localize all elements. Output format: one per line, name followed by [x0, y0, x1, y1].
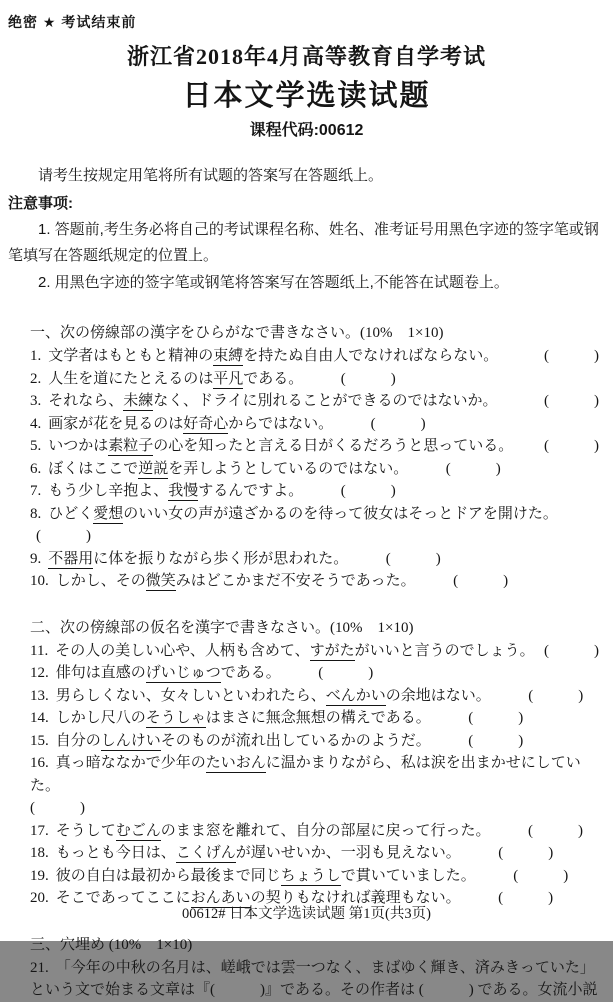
text-run: そのものが流れ出しているかのようだ。: [160, 732, 431, 749]
question-text: [48, 438, 513, 456]
underlined-word: 平凡: [213, 370, 244, 387]
answer-blank: ( ): [370, 415, 426, 432]
answer-blank: ( ): [528, 687, 584, 704]
question-item: [30, 957, 605, 1002]
text-run: はまさに無念無想の構えである。: [205, 710, 431, 726]
question-item: [30, 458, 605, 481]
question-item: [30, 503, 605, 548]
underlined-word: むごん: [115, 822, 161, 839]
intro-instruction: 请考生按规定用笔将所有试题的答案写在答题纸上。: [38, 167, 384, 184]
question-item: [30, 548, 605, 571]
text-run: に体を振りながら歩く形が思われた。: [93, 550, 349, 567]
question-item: [30, 820, 605, 843]
question-number: 11.: [30, 642, 49, 659]
underlined-word: 未練: [123, 393, 154, 409]
question-item: [30, 662, 605, 685]
text-run: なく、ドライに別れることができるのではないか。: [153, 393, 498, 409]
question-number: 8.: [30, 505, 42, 522]
underlined-word: 素粒子: [108, 438, 154, 454]
answer-blank: ( ): [340, 483, 396, 499]
question-item: [30, 865, 605, 888]
answer-blank: ( ): [544, 393, 599, 409]
text-run: を弄しようとしているのではない。: [168, 460, 409, 477]
course-code: 课程代码:00612: [249, 122, 364, 139]
question-section-1: [8, 322, 605, 593]
question-number: 3.: [30, 393, 42, 409]
question-text: [56, 733, 431, 751]
text-run: 男らしくない、女々しいといわれたら、: [55, 687, 326, 704]
text-run: ぼくはここで: [48, 460, 139, 477]
question-text: [48, 416, 333, 434]
question-text: [55, 643, 534, 661]
text-run: が遅いせいか、一羽も見えない。: [235, 845, 461, 861]
text-run: もう少し辛抱よ、: [48, 483, 169, 499]
question-text: [48, 461, 408, 479]
answer-blank: ( ): [544, 438, 599, 454]
question-text: [56, 823, 491, 841]
answer-blank: ( ): [36, 528, 91, 544]
question-text: [56, 688, 491, 706]
text-run: するんですよ。: [198, 483, 304, 499]
text-run: で貫いていました。: [340, 867, 476, 884]
answer-blank-line: [30, 797, 605, 820]
underlined-word: そうしゃ: [145, 710, 206, 726]
sections: [8, 322, 605, 1002]
text-run: 彼の自白は最初から最後まで同じ: [55, 867, 281, 884]
question-item: [30, 345, 605, 368]
question-item: [30, 435, 605, 458]
question-text: [56, 845, 461, 863]
question-number: 9.: [30, 550, 42, 567]
question-number: 2.: [30, 370, 42, 387]
exam-title-line1: 浙江省2018年4月高等教育自学考试: [126, 44, 486, 69]
text-run: しかし尺八の: [55, 710, 146, 726]
question-number: 5.: [30, 438, 42, 454]
question-section-2: [8, 617, 605, 910]
text-run: からではない。: [228, 415, 334, 432]
underlined-word: ちょうし: [280, 867, 341, 884]
question-number: 17.: [30, 822, 49, 839]
answer-blank: ( ): [527, 822, 583, 839]
question-number: 15.: [30, 732, 49, 749]
question-number: 4.: [30, 415, 42, 432]
answer-blank: ( ): [468, 732, 524, 749]
underlined-word: 微笑: [145, 573, 176, 589]
question-number: 6.: [30, 460, 42, 477]
text-run: 画家が花を見るのは: [48, 415, 184, 432]
question-item: [30, 730, 605, 753]
answer-blank: ( ): [544, 642, 599, 659]
question-text: [48, 348, 498, 366]
question-number: 10.: [30, 573, 49, 589]
question-item: [30, 413, 605, 436]
question-item: [30, 640, 605, 663]
underlined-word: 不器用: [48, 550, 94, 567]
text-run: を持たぬ自由人でなければならない。: [243, 348, 499, 364]
question-number: 1.: [30, 348, 42, 364]
notice-item-2: 2. 用黑色字迹的签字笔或钢笔将答案写在答题纸上,不能答在试题卷上。: [38, 274, 509, 291]
text-run: 「今年の中秋の名月は、嵯峨では雲一つなく、まばゆく輝き、済みきっていた」という文で始まる文章は『( )』である。その作者は ( ) である。女流小説: [30, 959, 598, 998]
underlined-word: べんかい: [325, 687, 386, 704]
text-run: である。: [243, 370, 304, 387]
notice-heading: 注意事项:: [8, 195, 73, 212]
text-run: そこであってここに: [55, 890, 191, 906]
answer-blank: ( ): [30, 800, 85, 816]
question-text: [48, 393, 497, 411]
text-run: 文学者はもともと精神の: [48, 348, 214, 364]
question-number: 13.: [30, 687, 49, 704]
underlined-word: 愛想: [93, 505, 124, 522]
underlined-word: 我慢: [168, 483, 199, 499]
text-run: 真っ暗ななかで少年の: [55, 755, 206, 771]
text-run: のいい女の声が遠ざかるのを待って彼女はそっとドアを開けた。: [123, 505, 558, 522]
underlined-word: 逆説: [138, 460, 169, 477]
answer-blank: ( ): [498, 890, 554, 906]
section-heading: 二、次の傍線部の仮名を漢字で書きなさい。(10% 1×10): [30, 619, 414, 636]
underlined-word: おんあい: [190, 890, 251, 906]
text-run: に温かまりながら、私は涙を出まかせにしていた。: [30, 755, 581, 794]
question-text: [48, 551, 348, 569]
answer-blank: ( ): [498, 845, 554, 861]
answer-blank: ( ): [385, 550, 441, 567]
text-run: そうして: [55, 822, 116, 839]
question-item: [30, 842, 605, 865]
answer-blank: ( ): [453, 573, 509, 589]
text-run: その人の美しい心や、人柄も含めて、: [55, 642, 310, 659]
underlined-word: すがた: [309, 642, 355, 659]
text-run: 人生を道にたとえるのは: [48, 370, 214, 387]
question-number: 16.: [30, 755, 49, 771]
question-item: [30, 480, 605, 503]
classified-banner: 绝密 ★ 考试结束前: [8, 14, 137, 30]
question-text: [56, 868, 476, 886]
exam-title-line2: 日本文学选读试题: [182, 80, 431, 112]
text-run: がいいと言うのでしょう。: [354, 642, 535, 659]
question-text: [56, 573, 416, 591]
section-heading: 一、次の傍線部の漢字をひらがなで書きなさい。(10% 1×10): [30, 325, 444, 341]
question-text: [30, 755, 581, 794]
question-item: [30, 390, 605, 413]
question-item: [30, 685, 605, 708]
text-run: 自分の: [55, 732, 101, 749]
underlined-word: 好奇心: [183, 415, 229, 432]
question-item: [30, 752, 605, 797]
notice-item-1: 1. 答题前,考生务必将自己的考试课程名称、姓名、准考证号用黑色字迹的签字笔或钢笔填写在答题纸规定的位置上。: [8, 221, 599, 264]
text-run: の心を知ったと言える日がくるだろうと思っている。: [153, 438, 514, 454]
answer-blank: ( ): [544, 348, 599, 364]
text-run: しかし、その: [55, 573, 146, 589]
underlined-word: 束縛: [213, 348, 244, 364]
question-number: 19.: [30, 867, 49, 884]
answer-blank: ( ): [445, 460, 501, 477]
question-section-3: [8, 934, 605, 1002]
page-footer: 00612# 日本文学选读试题 第1页(共3页): [182, 906, 431, 922]
text-run: もっとも今日は、: [55, 845, 176, 861]
text-run: みはどこかまだ不安そうであった。: [175, 573, 416, 589]
question-text: [30, 960, 597, 999]
text-run: である。: [220, 665, 281, 681]
question-text: [48, 506, 558, 524]
text-run: ひどく: [48, 505, 94, 522]
answer-blank: ( ): [513, 867, 569, 884]
question-number: 21.: [30, 959, 49, 976]
question-number: 18.: [30, 845, 49, 861]
text-run: 俳句は直感の: [55, 665, 146, 681]
text-run: の余地はない。: [385, 687, 491, 704]
text-run: いつかは: [48, 438, 109, 454]
question-number: 7.: [30, 483, 42, 499]
answer-blank: ( ): [468, 710, 524, 726]
question-item: [30, 368, 605, 391]
text-run: それなら、: [48, 393, 124, 409]
question-number: 20.: [30, 890, 49, 906]
question-number: 14.: [30, 710, 49, 726]
underlined-word: たいおん: [205, 755, 266, 771]
text-run: のまま窓を離れて、自分の部屋に戻って行った。: [160, 822, 491, 839]
question-text: [56, 710, 431, 728]
question-text: [48, 483, 303, 501]
question-text: [56, 665, 281, 683]
question-item: [30, 570, 605, 593]
underlined-word: げいじゅつ: [145, 665, 221, 681]
underlined-word: しんけい: [100, 732, 161, 749]
answer-blank: ( ): [340, 370, 396, 387]
section-heading: 三、穴埋め (10% 1×10): [30, 936, 193, 953]
question-text: [48, 371, 303, 389]
question-item: [30, 707, 605, 730]
answer-blank: ( ): [318, 665, 374, 681]
question-number: 12.: [30, 665, 49, 681]
text-run: の契りもなければ義理もない。: [250, 890, 461, 906]
underlined-word: こくげん: [175, 845, 236, 861]
